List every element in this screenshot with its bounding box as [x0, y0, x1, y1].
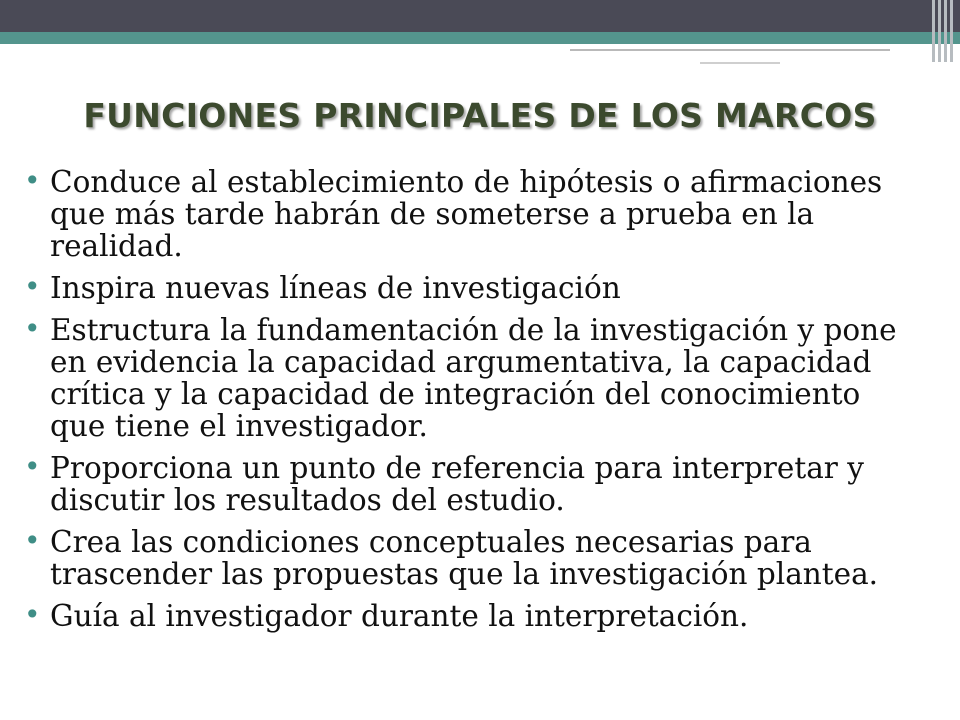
decorative-strip	[932, 0, 935, 62]
accent-bar	[0, 32, 960, 44]
bullet-dot-icon: •	[24, 270, 41, 303]
decorative-line	[570, 49, 890, 51]
bullet-item	[20, 600, 925, 632]
bullet-text: Estructura la fundamentación de la investigación y pone en evidencia la capacidad argumentativa, la capacidad crítica y la capacidad de integración del conocimiento que tiene el investigador.	[50, 313, 897, 443]
bullet-dot-icon: •	[24, 164, 41, 197]
top-bar	[0, 0, 960, 32]
bullet-text: Crea las condiciones conceptuales necesarias para trascender las propuestas que la investigación plantea.	[50, 525, 879, 591]
bullet-item	[20, 314, 925, 442]
bullet-item	[20, 272, 925, 304]
bullet-item	[20, 166, 925, 262]
bullet-text: Guía al investigador durante la interpretación.	[50, 599, 749, 633]
bullet-item	[20, 452, 925, 516]
bullet-dot-icon: •	[24, 598, 41, 631]
decorative-strip	[950, 0, 953, 62]
bullet-text: Proporciona un punto de referencia para interpretar y discutir los resultados del estudio.	[50, 451, 864, 517]
bullet-item	[20, 526, 925, 590]
slide-title: FUNCIONES PRINCIPALES DE LOS MARCOS	[83, 96, 877, 135]
bullet-text: Conduce al establecimiento de hipótesis o afirmaciones que más tarde habrán de someterse a prueba en la realidad.	[50, 165, 883, 263]
bullet-dot-icon: •	[24, 450, 41, 483]
decorative-strip	[944, 0, 947, 62]
decorative-strip	[938, 0, 941, 62]
bullet-dot-icon: •	[24, 312, 41, 345]
decorative-line	[700, 62, 780, 64]
bullet-text: Inspira nuevas líneas de investigación	[50, 271, 621, 305]
bullet-dot-icon: •	[24, 524, 41, 557]
bullet-list	[20, 166, 925, 642]
